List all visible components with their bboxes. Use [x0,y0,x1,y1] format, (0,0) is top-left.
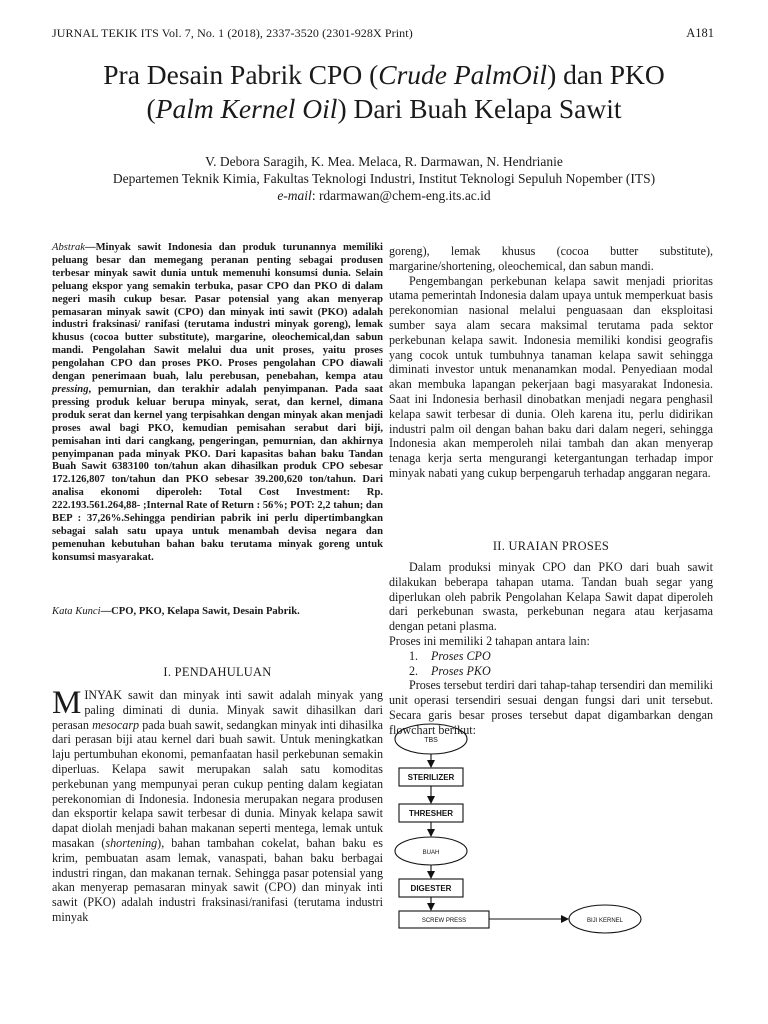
flow-label-tbs: TBS [424,737,438,744]
paragraph: Pengembangan perkebunan kelapa sawit menjadi prioritas utama pemerintah Indonesia dalam upaya untuk memperkuat basis perekonomian nasional melalui penguasaan dan eksploitasi sumber saya alam secara maksimal terutama pada sektor perkebunan kelapa sawit. Indonesia memiliki kondisi geografis yang cocok untuk tumbuhnya tanaman kelapa sawit sehingga diminati investor untuk menanamkan modal. Penyediaan modal akan membuka lapangan pekerjaan bagi masyarakat Indonesia. Saat ini Indonesia berhasil dinobatkan menjadi negara penghasil kelapa sawit terbesar di dunia. Oleh karena itu, perlu didirikan industri palm oil dengan bahan baku dari dalam negeri, sehingga Indonesia akan memperoleh nilai tambah dan akan menyerap tenaga kerja serta mengurangi ketergantungan terhadap impor minyak nabati yang cukup berpengaruh terhadap anggaran negara. [389,273,713,480]
intro-paragraph [52,685,383,925]
paragraph: Dalam produksi minyak CPO dan PKO dari buah sawit dilakukan beberapa tahapan utama. Tandan buah segar yang diperlukan oleh pabrik Pengolahan Kelapa Sawit dapat diperoleh dari perkebunan swasta, perkebunan negara atau kerjasama dengan petani plasma. [389,560,713,634]
paragraph: Proses ini memiliki 2 tahapan antara lain: [389,633,590,648]
paragraph: goreng), lemak khusus (cocoa butter substitute), margarine/shortening, oleochemical, dan sabun mandi. [389,244,713,273]
title-italic-crude-palm-oil: Crude PalmOil [378,59,548,90]
intro-italic: mesocarp [92,717,140,732]
author-affiliation: Departemen Teknik Kimia, Fakultas Teknologi Industri, Institut Teknologi Sepuluh Nopember (ITS) [112,171,656,186]
flow-label-buah: BUAH [422,850,440,856]
flow-label-sterilizer: STERILIZER [407,773,455,782]
drop-cap: M [52,685,82,721]
flowchart [392,720,732,965]
flow-label-screw-press: SCREW PRESS [421,918,467,924]
keywords [52,605,383,618]
title-part: ( [146,93,156,124]
keywords-label: Kata Kunci [52,606,101,617]
list-text: Proses PKO [431,663,491,678]
intro-text: pada buah sawit, sedangkan minyak inti dihasilka dari perasan biji atau kernel dari buah sawit. Untuk meningkatkan laju pertumbuhan ekonomi, pemanfaatan hasil perkebunan semakin diperluas. Kelapa sawit merupakan salah satu komoditas perkebunan yang mempunyai peran cukup penting dalam kegiatan perekonomian di Indonesia. Indonesia merupakan negara produsen dan eksportir kelapa sawit terbesar di dunia. Minyak kelapa sawit dapat diolah menjadi bahan makanan seperti mentega, lemak untuk masakan ( [52,717,383,850]
author-email [40,187,728,204]
section-heading: I. PENDAHULUAN [163,665,272,679]
list-item [389,664,713,679]
proses-body [389,560,713,738]
title-part: ) dan PKO [547,59,665,90]
abstract-italic: pressing [52,383,89,395]
abstract [52,242,383,565]
list-item [389,649,713,664]
email-label: e-mail [277,188,312,203]
section-introduction [52,665,383,925]
paragraph: Proses tersebut terdiri dari tahap-tahap tersendiri dan memiliki unit operasi tersendiri sesuai dengan fungsi dari unit tersebut. Secara garis besar proses tersebut dapat digambarkan dengan flowchart berikut: [389,678,713,737]
abstract-label: Abstrak [52,242,85,253]
email-address: : rdarmawan@chem-eng.its.ac.id [311,188,491,203]
author-block [40,153,728,204]
title-part: ) Dari Buah Kelapa Sawit [337,93,622,124]
abstract-text: , pemurnian, dan terakhir adalah penyimpanan. Pada saat pressing produk keluar berupa minyak, serat, dan kernel, dimana produk serat dan kernel yang terpisahkan dengan minyak akan menjadi proses awal bagi PKO, kemudian pemisahan serabut dari biji, pemisahan inti dari cangkang, pengeringan, pemurnian, dan akhirnya penyimpanan pada minyak PKO. Dari kapasitas bahan baku Tandan Buah Sawit 6383100 ton/tahun akan dihasilkan produk CPO sebesar 172.126,807 ton/tahun dan PKO sebesar 39.200,620 ton/tahun. Dari analisa ekonomi diperoleh: Total Cost Investment: Rp. 222.193.561.264,88- ;Internal Rate of Return : 56%; POT: 2,2 tahun; dan BEP : 37,26%.Sehingga pendirian pabrik ini perlu dipertimbangkan sebagai salah satu upaya untuk menambah devisa negara dan pemenuhan kebutuhan bahan baku terutama minyak goreng untuk konsumsi masyarakat. [52,383,383,563]
flow-label-digester: DIGESTER [410,884,452,893]
title-italic-palm-kernel-oil: Palm Kernel Oil [155,93,338,124]
section-uraian-proses [389,539,713,738]
list-number: 2. [409,663,419,678]
list-number: 1. [409,648,419,663]
abstract-text: —Minyak sawit Indonesia dan produk turunannya memiliki peluang besar dan memegang peranan penting sebagai produsen terbesar minyak sawit dunia untuk memenuhi konsumsi dunia. Selain peluang ekspor yang semakin terbuka, pasar CPO dan PKO di dalam negeri masih cukup besar. Pasar potensial yang akan menyerap pemasaran minyak sawit (CPO) dan minyak inti sawit (PKO) adalah industri fraksinasi/ ranifasi (terutama industri minyak goreng), lemak khusus (cocoa butter substitute), margarine, oleochemical,dan sabun mandi. Pengolahan Sawit melalui dua unit proses, yaitu proses pengolahan CPO dan proses PKO. Proses pengolahan CPO diawali dengan penerimaan buah, lalu perebusan, penebahan, kempa atau [52,242,383,383]
author-names: V. Debora Saragih, K. Mea. Melaca, R. Darmawan, N. Hendrianie [205,154,563,169]
flow-label-biji-kernel: BIJI KERNEL [586,918,624,924]
page-number: A181 [686,26,714,40]
flowchart-svg [392,720,732,960]
title-part: Pra Desain Pabrik CPO ( [103,59,379,90]
intro-italic: shortening [105,835,158,850]
keywords-text: —CPO, PKO, Kelapa Sawit, Desain Pabrik. [100,606,300,617]
intro-text: ), bahan tambahan cokelat, bahan baku es krim, pembuatan asam lemak, vanaspati, bahan baku berbagai industri ringan, dan makanan ternak. Sehingga pasar potensial yang akan menyerap pemasaran minyak sawit (CPO) dan minyak inti sawit (PKO) adalah industri fraksinasi/ranifasi (terutama industri minyak [52,835,383,924]
list-text: Proses CPO [431,648,491,663]
paper-title [30,58,738,126]
intro-text: INYAK sawit dan minyak inti sawit adalah minyak yang paling diminati di dunia. Minyak sawit dihasilkan dari perasan [52,688,383,732]
right-column-intro [389,244,713,481]
journal-header: JURNAL TEKIK ITS Vol. 7, No. 1 (2018), 2337-3520 (2301-928X Print) [52,26,413,40]
section-heading: II. URAIAN PROSES [492,539,610,553]
flow-label-thresher: THRESHER [408,809,454,818]
